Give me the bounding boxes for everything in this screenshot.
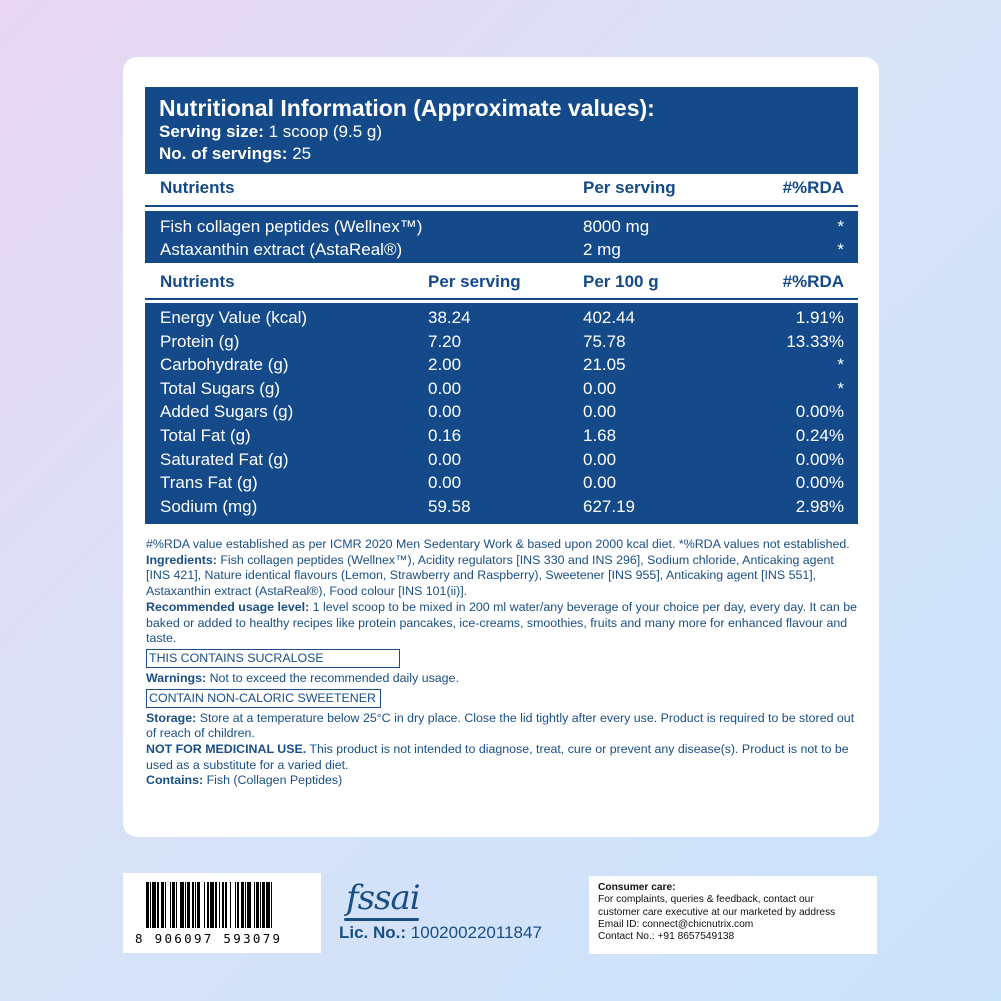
storage: Storage: Store at a temperature below 25°C in dry place. Close the lid tightly after every use. Product is required to be stored out of reach of children. [146, 710, 855, 741]
table2-body [145, 303, 858, 524]
label-notes [146, 537, 858, 789]
table-row: Added Sugars (g) 0.00 0.00 0.00% [160, 402, 844, 421]
fssai-logo-underline [344, 918, 419, 921]
table-row: Carbohydrate (g) 2.00 21.05 * [160, 355, 844, 374]
table-row: Sodium (mg) 59.58 627.19 2.98% [160, 497, 844, 516]
nutrition-title: Nutritional Information (Approximate values): [159, 95, 655, 121]
table2-col-per-100g: Per 100 g [583, 272, 659, 291]
table2-col-rda: #%RDA [782, 272, 844, 291]
table1-body [145, 211, 858, 263]
barcode-number: 8 906097 593079 [135, 931, 283, 946]
warnings: Warnings: Not to exceed the recommended daily usage. [146, 670, 459, 685]
consumer-care: Consumer care: For complaints, queries & feedback, contact our customer care executive at our marketed by address Email ID: connect@chicnutrix.com Contact No.: +91 8657549138 [589, 876, 877, 954]
table2-divider [145, 298, 858, 300]
sucralose-box: THIS CONTAINS SUCRALOSE [146, 649, 400, 668]
medicinal-note: NOT FOR MEDICINAL USE. This product is not intended to diagnose, treat, cure or prevent any disease(s). Product is not to be used as a substitute for a varied diet. [146, 742, 849, 772]
ingredients: Ingredients: Fish collagen peptides (Wellnex™), Acidity regulators [INS 330 and INS 296], Sodium chloride, Anticaking agent [INS 421], Nature identical flavours (Lemon, Strawberry and Raspberry), Sweetener [INS 955], Anticaking agent [INS 551], Astaxanthin extract (AstaReal®), Food colour [INS 101(ii)]. [146, 552, 834, 599]
rda-note: #%RDA value established as per ICMR 2020 Men Sedentary Work & based upon 2000 kcal diet. *%RDA values not established. [146, 537, 850, 551]
table1-col-nutrients: Nutrients [160, 178, 235, 197]
table-row: Protein (g) 7.20 75.78 13.33% [160, 332, 844, 351]
table-row: Trans Fat (g) 0.00 0.00 0.00% [160, 473, 844, 492]
table1-col-per-serving: Per serving [583, 178, 676, 197]
nutrition-header [145, 87, 858, 174]
sweetener-box: CONTAIN NON-CALORIC SWEETENER [146, 689, 381, 708]
table1-col-rda: #%RDA [782, 178, 844, 197]
table2-col-nutrients: Nutrients [160, 272, 235, 291]
table-row: Astaxanthin extract (AstaReal®) 2 mg * [160, 240, 844, 259]
contains: Contains: Fish (Collagen Peptides) [146, 773, 343, 788]
serving-size: Serving size: 1 scoop (9.5 g) [159, 122, 383, 141]
barcode-bar [272, 882, 275, 928]
table2-col-per-serving: Per serving [428, 272, 521, 291]
usage-level: Recommended usage level: 1 level scoop to be mixed in 200 ml water/any beverage of your choice per day, every day. It can be baked or added to healthy recipes like protein pancakes, ice-creams, smoothies, fruits and many more for enhanced flavour and taste. [146, 599, 857, 646]
barcode [123, 873, 321, 953]
servings-count: No. of servings: 25 [159, 144, 312, 163]
barcode-bars [146, 882, 316, 928]
table-row: Total Fat (g) 0.16 1.68 0.24% [160, 426, 844, 445]
table-row: Total Sugars (g) 0.00 0.00 * [160, 379, 844, 398]
table-row: Saturated Fat (g) 0.00 0.00 0.00% [160, 450, 844, 469]
table-row: Fish collagen peptides (Wellnex™) 8000 mg * [160, 217, 844, 236]
fssai-license: Lic. No.: 10020022011847 [339, 923, 542, 942]
table1-divider [145, 205, 858, 207]
fssai-logo: fssai [346, 878, 420, 918]
table-row: Energy Value (kcal) 38.24 402.44 1.91% [160, 308, 844, 327]
